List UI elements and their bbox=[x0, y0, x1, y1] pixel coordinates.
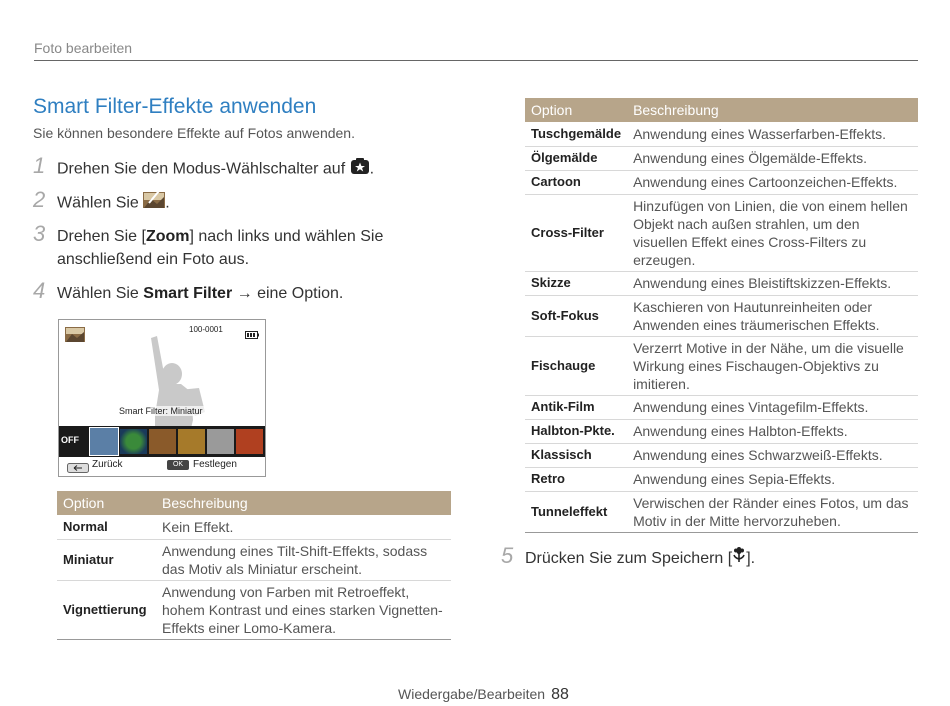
option-cell: Halbton-Pkte. bbox=[525, 419, 627, 443]
table-row bbox=[57, 580, 451, 639]
ok-key[interactable]: OK bbox=[167, 460, 189, 470]
zoom-key-label: Zoom bbox=[145, 228, 190, 245]
header-divider bbox=[34, 60, 918, 61]
option-cell: Skizze bbox=[525, 271, 627, 295]
off-label: OFF bbox=[61, 435, 79, 445]
column-header-description: Beschreibung bbox=[156, 491, 451, 515]
table-row bbox=[525, 395, 918, 419]
smart-filter-mode-icon bbox=[65, 327, 85, 347]
description-cell: Kein Effekt. bbox=[156, 515, 451, 539]
option-cell: Klassisch bbox=[525, 443, 627, 467]
back-icon[interactable] bbox=[67, 460, 89, 477]
file-number: 100-0001 bbox=[189, 325, 223, 334]
overlay-label: Smart Filter: Miniatur bbox=[119, 406, 203, 416]
step-number: 3 bbox=[33, 221, 46, 246]
smart-mode-icon bbox=[350, 157, 370, 182]
description-cell: Anwendung eines Sepia-Effekts. bbox=[627, 467, 918, 491]
table-row bbox=[525, 146, 918, 170]
option-cell: Vignettierung bbox=[57, 580, 156, 639]
description-cell: Anwendung eines Cartoonzeichen-Effekts. bbox=[627, 170, 918, 194]
back-label: Zurück bbox=[92, 459, 123, 470]
option-cell: Cross-Filter bbox=[525, 194, 627, 271]
filter-thumb-4[interactable] bbox=[178, 429, 205, 454]
description-cell: Hinzufügen von Linien, die von einem hellen Objekt nach außen strahlen, um den visuellen Effekt eines Cross-Filters zu erzeugen. bbox=[627, 194, 918, 271]
smart-filter-icon bbox=[143, 191, 165, 216]
step-number: 2 bbox=[33, 187, 46, 212]
table-row bbox=[57, 515, 451, 539]
options-table-left bbox=[57, 491, 451, 640]
option-cell: Cartoon bbox=[525, 170, 627, 194]
step-text: Wählen Sie bbox=[57, 285, 144, 302]
option-cell: Tunneleffekt bbox=[525, 491, 627, 532]
column-header-option: Option bbox=[57, 491, 156, 515]
step-text: Drehen Sie den Modus-Wählschalter auf bbox=[57, 160, 350, 178]
step-text: Drücken Sie zum Speichern [ bbox=[525, 550, 733, 567]
set-label: Festlegen bbox=[193, 459, 237, 470]
table-row bbox=[525, 491, 918, 532]
description-cell: Kaschieren von Hautunreinheiten oder Anwenden eines träumerischen Effekts. bbox=[627, 295, 918, 336]
option-cell: Antik-Film bbox=[525, 395, 627, 419]
column-header-option: Option bbox=[525, 98, 627, 122]
filter-strip bbox=[59, 426, 265, 457]
step-number: 4 bbox=[33, 278, 46, 303]
description-cell: Anwendung eines Wasserfarben-Effekts. bbox=[627, 122, 918, 146]
smart-filter-menu-label: Smart Filter bbox=[143, 285, 233, 302]
description-cell: Verwischen der Ränder eines Fotos, um das Motiv in der Mitte hervorzuheben. bbox=[627, 491, 918, 532]
footer-section: Wiedergabe/Bearbeiten bbox=[398, 686, 546, 702]
macro-flower-icon bbox=[732, 547, 746, 570]
description-cell: Anwendung eines Schwarzweiß-Effekts. bbox=[627, 443, 918, 467]
table-row bbox=[525, 443, 918, 467]
filter-thumb-5[interactable] bbox=[207, 429, 234, 454]
option-cell: Miniatur bbox=[57, 539, 156, 580]
table-row bbox=[57, 539, 451, 580]
step-text: Wählen Sie bbox=[57, 194, 144, 212]
options-table-right bbox=[525, 98, 918, 533]
option-cell: Tuschgemälde bbox=[525, 122, 627, 146]
page-number: 88 bbox=[551, 686, 569, 703]
battery-icon bbox=[245, 326, 259, 344]
option-cell: Soft-Fokus bbox=[525, 295, 627, 336]
step-text-line2: anschließend ein Foto aus. bbox=[57, 251, 250, 268]
page-footer bbox=[398, 686, 569, 704]
description-cell: Anwendung von Farben mit Retroeffekt, hohem Kontrast und eines starken Vignetten-Effekts einer Lomo-Kamera. bbox=[156, 580, 451, 639]
filter-thumb-3[interactable] bbox=[149, 429, 176, 454]
step-text: Drehen Sie [ bbox=[57, 228, 146, 245]
step-number: 1 bbox=[33, 153, 46, 178]
column-header-description: Beschreibung bbox=[627, 98, 918, 122]
step-number: 5 bbox=[501, 543, 514, 568]
table-row bbox=[525, 467, 918, 491]
camera-screen bbox=[58, 319, 266, 477]
description-cell: Anwendung eines Tilt-Shift-Effekts, sodass das Motiv als Miniatur erscheint. bbox=[156, 539, 451, 580]
option-cell: Ölgemälde bbox=[525, 146, 627, 170]
option-cell: Retro bbox=[525, 467, 627, 491]
table-row bbox=[525, 295, 918, 336]
section-title: Smart Filter-Effekte anwenden bbox=[33, 95, 317, 118]
table-row bbox=[525, 170, 918, 194]
running-header: Foto bearbeiten bbox=[34, 40, 133, 56]
description-cell: Anwendung eines Bleistiftskizzen-Effekts. bbox=[627, 271, 918, 295]
description-cell: Verzerrt Motive in der Nähe, um die visuelle Wirkung eines Fischaugen-Objektivs zu imitieren. bbox=[627, 336, 918, 395]
filter-thumb-miniatur[interactable] bbox=[89, 427, 119, 456]
table-row bbox=[525, 122, 918, 146]
description-cell: Anwendung eines Halbton-Effekts. bbox=[627, 419, 918, 443]
filter-thumb-fisheye[interactable] bbox=[120, 429, 147, 454]
table-row bbox=[525, 419, 918, 443]
section-intro: Sie können besondere Effekte auf Fotos anwenden. bbox=[33, 125, 355, 141]
table-row bbox=[525, 336, 918, 395]
option-cell: Normal bbox=[57, 515, 156, 539]
table-row bbox=[525, 194, 918, 271]
description-cell: Anwendung eines Vintagefilm-Effekts. bbox=[627, 395, 918, 419]
table-row bbox=[525, 271, 918, 295]
option-cell: Fischauge bbox=[525, 336, 627, 395]
description-cell: Anwendung eines Ölgemälde-Effekts. bbox=[627, 146, 918, 170]
filter-thumb-6[interactable] bbox=[236, 429, 263, 454]
